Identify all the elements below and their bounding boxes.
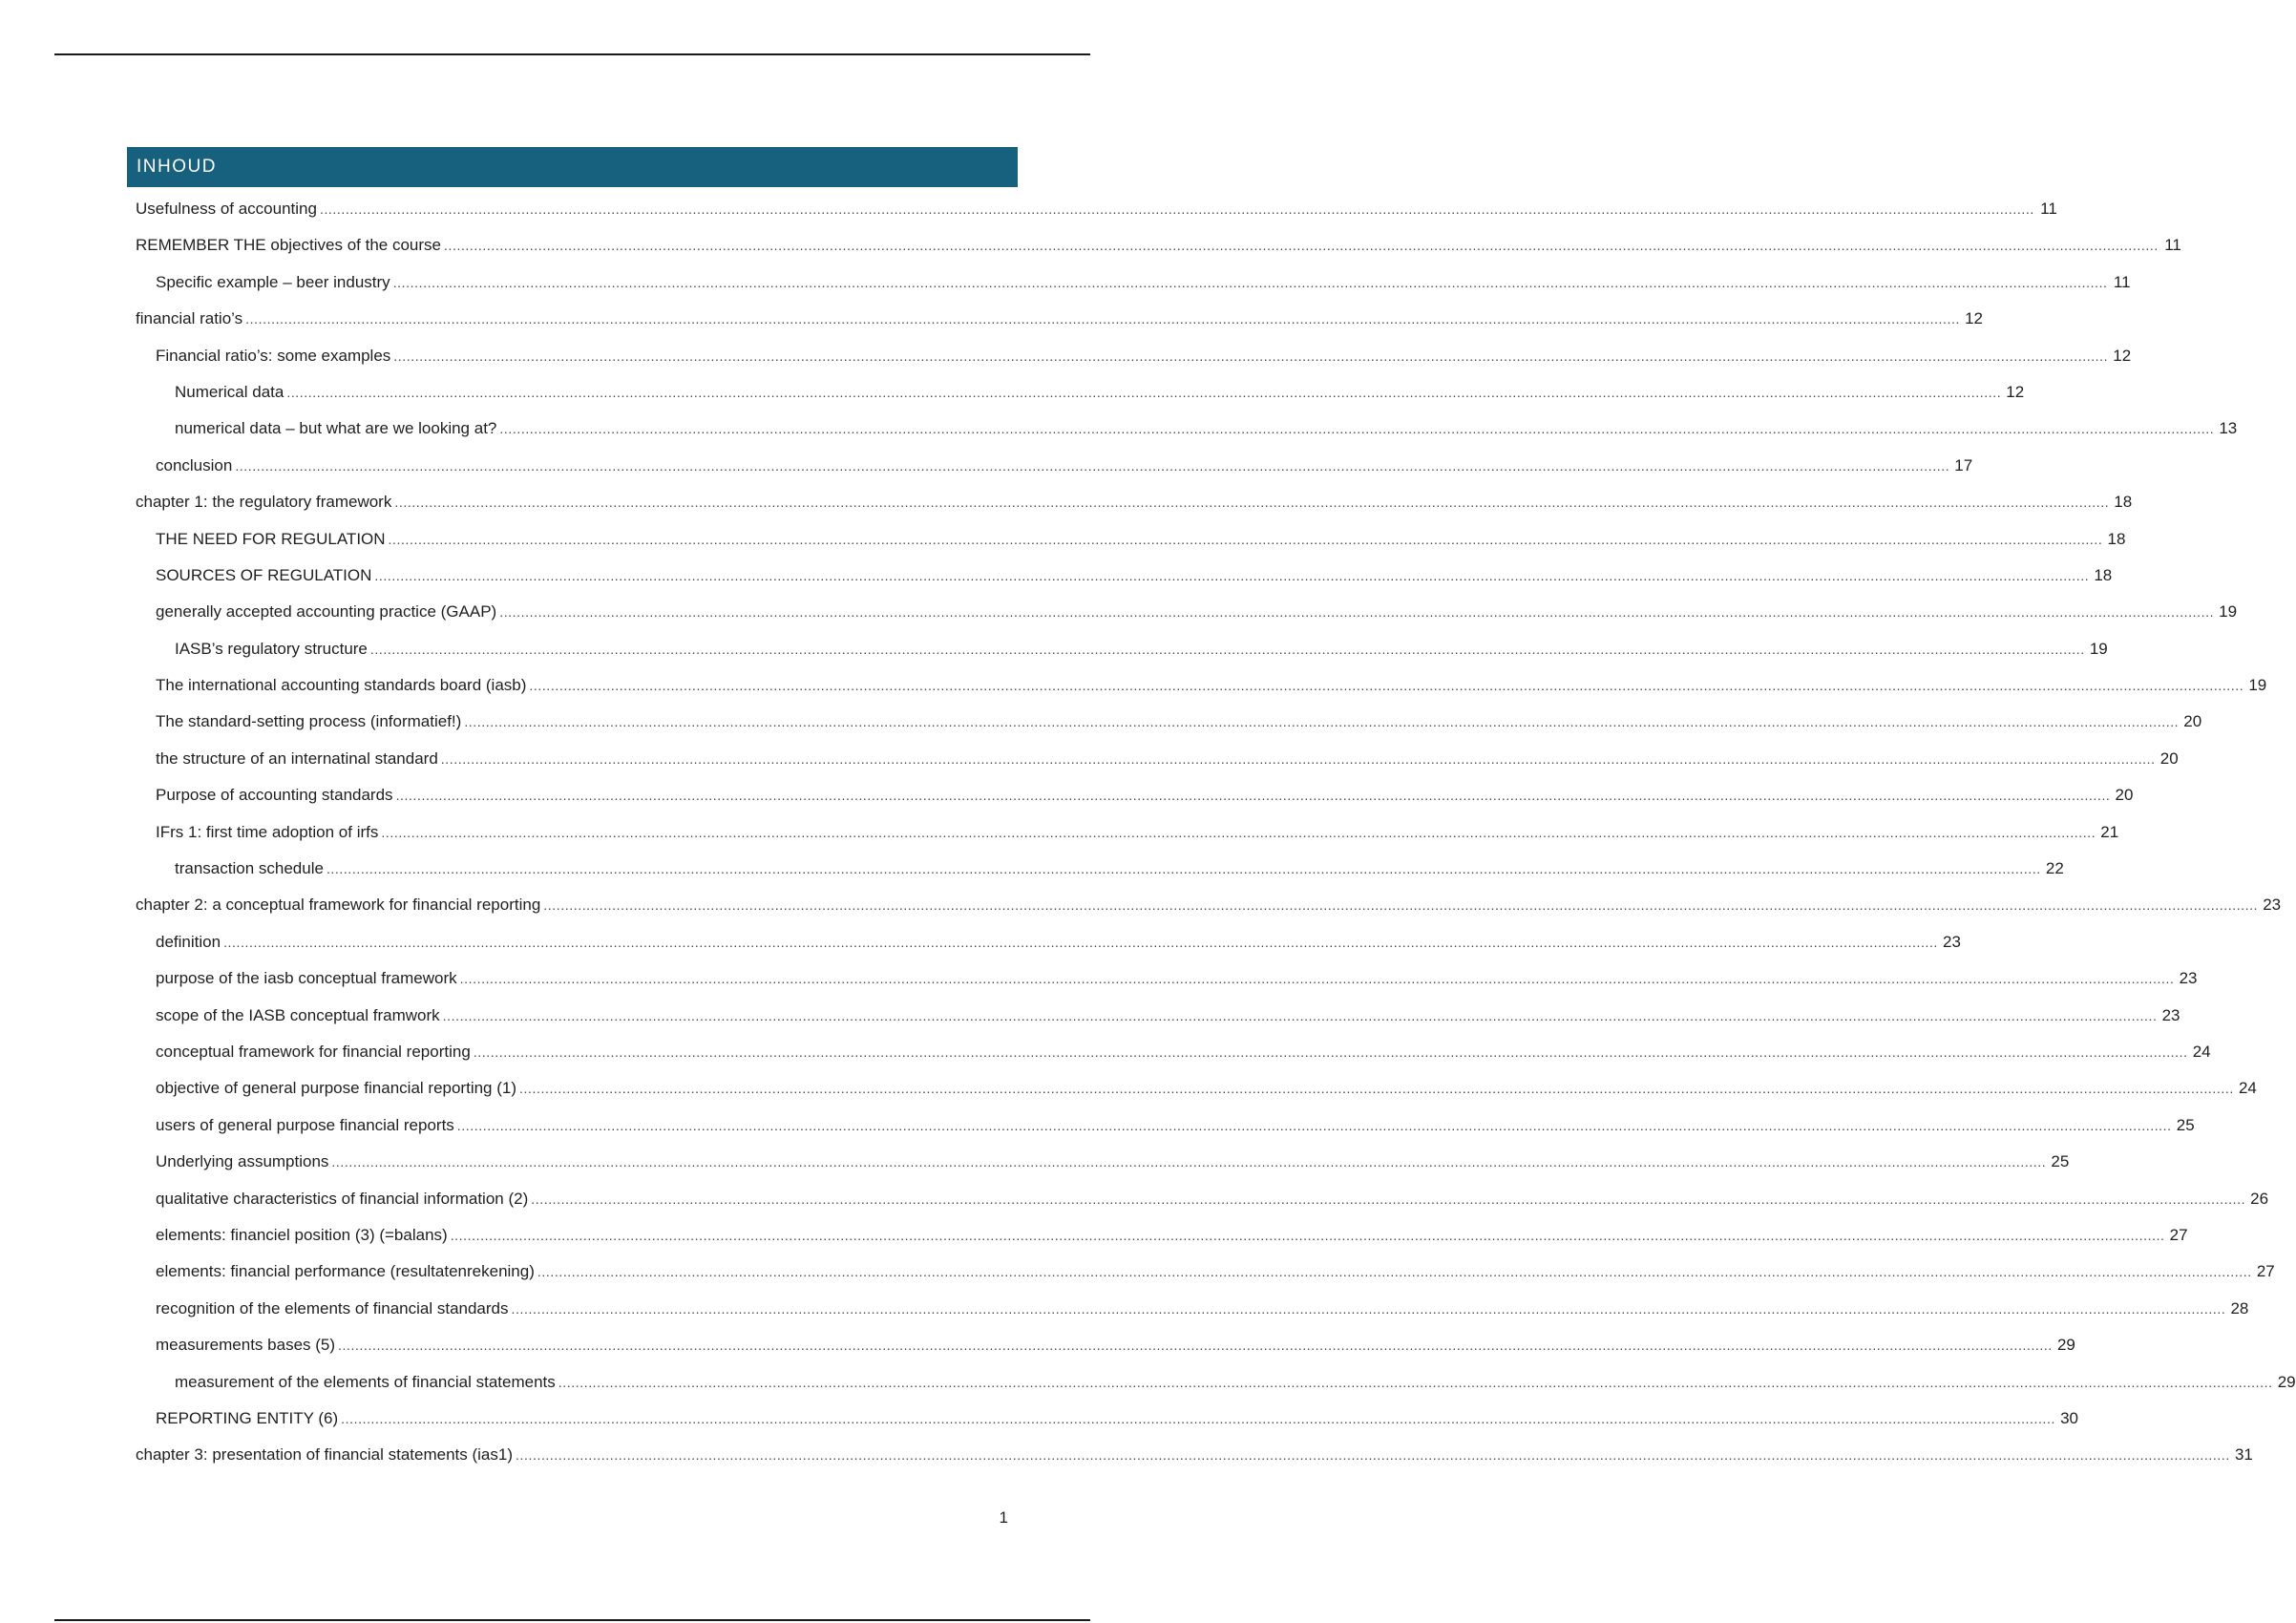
toc-entry-title: Specific example – beer industry bbox=[156, 272, 390, 291]
toc-entry[interactable] bbox=[136, 814, 2119, 851]
toc-dot-leader: ................................................................................................................................................................................................................................................................................................................................................................................................................ bbox=[511, 1300, 2226, 1317]
toc-dot-leader: ................................................................................................................................................................................................................................................................................................................................................................................................................ bbox=[516, 1447, 2230, 1464]
toc-entry-page: 19 bbox=[2248, 676, 2267, 695]
toc-entry-page: 27 bbox=[2256, 1262, 2275, 1281]
toc-entry-title: Usefulness of accounting bbox=[136, 200, 317, 218]
toc-dot-leader: ................................................................................................................................................................................................................................................................................................................................................................................................................ bbox=[519, 1081, 2234, 1097]
toc-entry-page: 21 bbox=[2100, 822, 2119, 841]
toc-entry[interactable] bbox=[136, 960, 2198, 997]
toc-entry-page: 28 bbox=[2230, 1298, 2249, 1317]
toc-entry-page: 18 bbox=[2114, 493, 2133, 512]
toc-entry-title: IFrs 1: first time adoption of irfs bbox=[156, 822, 379, 841]
toc-entry[interactable] bbox=[136, 741, 2179, 777]
toc-entry-title: chapter 2: a conceptual framework for financial reporting bbox=[136, 896, 541, 915]
toc-dot-leader: ................................................................................................................................................................................................................................................................................................................................................................................................................ bbox=[338, 1338, 2053, 1354]
toc-entry-title: scope of the IASB conceptual framwork bbox=[156, 1005, 440, 1024]
toc-entry-page: 13 bbox=[2219, 419, 2238, 438]
toc-dot-leader: ................................................................................................................................................................................................................................................................................................................................................................................................................ bbox=[456, 1117, 2172, 1133]
toc-dot-leader: ................................................................................................................................................................................................................................................................................................................................................................................................................ bbox=[442, 1007, 2158, 1023]
toc-entry-title: numerical data – but what are we looking at? bbox=[175, 419, 497, 438]
toc-entry-title: measurements bases (5) bbox=[156, 1336, 336, 1355]
toc-entry[interactable] bbox=[136, 411, 2238, 447]
toc-entry[interactable] bbox=[136, 338, 2132, 374]
toc-entry-title: definition bbox=[156, 932, 221, 951]
toc-entry-title: The standard-setting process (informatief!) bbox=[156, 712, 462, 731]
toc-entry-title: conclusion bbox=[156, 455, 233, 474]
toc-entry-page: 12 bbox=[2006, 382, 2025, 401]
toc-entry[interactable] bbox=[136, 1034, 2211, 1070]
toc-entry[interactable] bbox=[136, 484, 2133, 520]
toc-dot-leader: ................................................................................................................................................................................................................................................................................................................................................................................................................ bbox=[537, 1264, 2252, 1280]
toc-dot-leader: ................................................................................................................................................................................................................................................................................................................................................................................................................ bbox=[331, 1154, 2047, 1170]
toc-entry-page: 11 bbox=[2164, 236, 2181, 255]
toc-entry-page: 23 bbox=[2263, 896, 2282, 915]
toc-entry[interactable] bbox=[136, 374, 2025, 411]
toc-entry-title: chapter 1: the regulatory framework bbox=[136, 493, 392, 512]
toc-dot-leader: ................................................................................................................................................................................................................................................................................................................................................................................................................ bbox=[388, 531, 2103, 547]
toc-dot-leader: ................................................................................................................................................................................................................................................................................................................................................................................................................ bbox=[235, 457, 1950, 474]
toc-heading: INHOUD bbox=[127, 147, 1018, 187]
toc-entry-page: 12 bbox=[1965, 309, 1983, 328]
toc-entry[interactable] bbox=[136, 631, 2108, 667]
toc-entry[interactable] bbox=[136, 1327, 2075, 1363]
toc-dot-leader: ................................................................................................................................................................................................................................................................................................................................................................................................................ bbox=[394, 495, 2110, 511]
toc-entry-title: conceptual framework for financial reporting bbox=[156, 1042, 471, 1061]
toc-dot-leader: ................................................................................................................................................................................................................................................................................................................................................................................................................ bbox=[395, 788, 2111, 804]
toc-dot-leader: ................................................................................................................................................................................................................................................................................................................................................................................................................ bbox=[499, 421, 2215, 437]
toc-dot-leader: ................................................................................................................................................................................................................................................................................................................................................................................................................ bbox=[450, 1227, 2165, 1243]
toc-entry[interactable] bbox=[136, 448, 1973, 484]
toc-entry-page: 30 bbox=[2060, 1408, 2078, 1427]
toc-entry-title: qualitative characteristics of financial information (2) bbox=[156, 1189, 529, 1208]
toc-entry[interactable] bbox=[136, 851, 2064, 887]
toc-entry[interactable] bbox=[136, 704, 2202, 740]
toc-entry-title: Financial ratio’s: some examples bbox=[156, 346, 391, 365]
toc-entry-title: Underlying assumptions bbox=[156, 1152, 329, 1171]
toc-entry-page: 19 bbox=[2089, 639, 2108, 658]
toc-entry-title: The international accounting standards board (iasb) bbox=[156, 676, 527, 695]
toc-entry-page: 25 bbox=[2051, 1152, 2070, 1171]
toc-entry-title: chapter 3: presentation of financial statements (ias1) bbox=[136, 1445, 513, 1465]
toc-entry-page: 20 bbox=[2115, 786, 2134, 805]
toc-dot-leader: ................................................................................................................................................................................................................................................................................................................................................................................................................ bbox=[392, 274, 2108, 290]
toc-entry[interactable] bbox=[136, 264, 2131, 301]
toc-entry-page: 25 bbox=[2176, 1115, 2195, 1134]
toc-entry-page: 19 bbox=[2219, 602, 2238, 622]
toc-dot-leader: ................................................................................................................................................................................................................................................................................................................................................................................................................ bbox=[374, 567, 2090, 583]
toc-entry-title: elements: financial performance (resultatenrekening) bbox=[156, 1262, 535, 1281]
toc-entry-title: transaction schedule bbox=[175, 859, 324, 878]
toc-entry-title: IASB’s regulatory structure bbox=[175, 639, 368, 658]
toc-entry[interactable] bbox=[136, 1070, 2257, 1107]
toc-entry[interactable] bbox=[136, 1291, 2249, 1327]
toc-entry[interactable] bbox=[136, 1437, 2253, 1473]
toc-entry[interactable] bbox=[136, 1181, 2269, 1217]
toc-dot-leader: ................................................................................................................................................................................................................................................................................................................................................................................................................ bbox=[369, 641, 2085, 657]
toc-entry[interactable] bbox=[136, 301, 1983, 337]
toc-dot-leader: ................................................................................................................................................................................................................................................................................................................................................................................................................ bbox=[464, 714, 2180, 730]
toc-dot-leader: ................................................................................................................................................................................................................................................................................................................................................................................................................ bbox=[531, 1191, 2246, 1207]
toc-entry-page: 18 bbox=[2107, 529, 2126, 548]
toc-entry[interactable] bbox=[136, 1217, 2188, 1254]
toc-entry[interactable] bbox=[136, 924, 1961, 960]
toc-entry[interactable] bbox=[136, 521, 2126, 558]
toc-dot-leader: ................................................................................................................................................................................................................................................................................................................................................................................................................ bbox=[319, 201, 2034, 217]
toc-entry-page: 31 bbox=[2234, 1445, 2253, 1465]
toc-entry[interactable] bbox=[136, 887, 2282, 923]
toc-entry[interactable] bbox=[136, 667, 2267, 704]
toc-entry[interactable] bbox=[136, 594, 2238, 630]
toc-entry-page: 22 bbox=[2045, 859, 2064, 878]
header-rule bbox=[54, 53, 1090, 55]
toc-entry[interactable] bbox=[136, 1254, 2275, 1290]
toc-entry[interactable] bbox=[136, 1364, 2296, 1401]
toc-entry-page: 23 bbox=[1943, 932, 1961, 951]
toc-dot-leader: ................................................................................................................................................................................................................................................................................................................................................................................................................ bbox=[393, 348, 2109, 364]
toc-dot-leader: ................................................................................................................................................................................................................................................................................................................................................................................................................ bbox=[499, 604, 2215, 621]
toc-entry-title: measurement of the elements of financial statements bbox=[175, 1372, 556, 1391]
toc-entry[interactable] bbox=[136, 1144, 2070, 1180]
toc-entry-page: 23 bbox=[2179, 969, 2198, 988]
toc-entry-title: objective of general purpose financial reporting (1) bbox=[156, 1079, 517, 1098]
toc-entry-title: SOURCES OF REGULATION bbox=[156, 565, 372, 584]
toc-entry-title: financial ratio’s bbox=[136, 309, 243, 328]
toc-entry-page: 20 bbox=[2183, 712, 2202, 731]
toc-entry-page: 24 bbox=[2238, 1079, 2257, 1098]
toc-dot-leader: ................................................................................................................................................................................................................................................................................................................................................................................................................ bbox=[381, 824, 2096, 840]
toc-entry[interactable] bbox=[136, 191, 2057, 227]
toc-entry-page: 29 bbox=[2056, 1336, 2075, 1355]
toc-entry-page: 11 bbox=[2113, 272, 2131, 291]
toc-dot-leader: ................................................................................................................................................................................................................................................................................................................................................................................................................ bbox=[529, 678, 2244, 694]
toc-entry-title: users of general purpose financial reports bbox=[156, 1115, 454, 1134]
toc-dot-leader: ................................................................................................................................................................................................................................................................................................................................................................................................................ bbox=[245, 311, 1960, 327]
toc-entry-title: REPORTING ENTITY (6) bbox=[156, 1408, 339, 1427]
toc-entry-title: recognition of the elements of financial standards bbox=[156, 1298, 509, 1317]
toc-dot-leader: ................................................................................................................................................................................................................................................................................................................................................................................................................ bbox=[473, 1043, 2188, 1060]
toc-entry[interactable] bbox=[136, 227, 2181, 263]
toc-entry-title: purpose of the iasb conceptual framework bbox=[156, 969, 457, 988]
toc-entry-page: 18 bbox=[2094, 565, 2113, 584]
footer-rule bbox=[54, 1619, 1090, 1621]
toc-entry-title: generally accepted accounting practice (GAAP) bbox=[156, 602, 497, 622]
toc-entry-page: 29 bbox=[2277, 1372, 2296, 1391]
toc-entry-title: REMEMBER THE objectives of the course bbox=[136, 236, 441, 255]
toc-entry[interactable] bbox=[136, 558, 2113, 594]
toc-entry-title: the structure of an internatinal standard bbox=[156, 748, 438, 768]
toc-entry-page: 20 bbox=[2159, 748, 2179, 768]
toc-entry-title: Purpose of accounting standards bbox=[156, 786, 393, 805]
toc-dot-leader: ................................................................................................................................................................................................................................................................................................................................................................................................................ bbox=[286, 384, 2002, 400]
toc-entry-page: 17 bbox=[1954, 455, 1973, 474]
toc-entry[interactable] bbox=[136, 998, 2180, 1034]
toc-dot-leader: ................................................................................................................................................................................................................................................................................................................................................................................................................ bbox=[326, 861, 2041, 877]
toc-entry-page: 12 bbox=[2113, 346, 2132, 365]
toc-entry-page: 26 bbox=[2250, 1189, 2269, 1208]
toc-entry-title: THE NEED FOR REGULATION bbox=[156, 529, 386, 548]
toc-dot-leader: ................................................................................................................................................................................................................................................................................................................................................................................................................ bbox=[341, 1410, 2055, 1426]
toc-dot-leader: ................................................................................................................................................................................................................................................................................................................................................................................................................ bbox=[558, 1374, 2273, 1390]
page-number: 1 bbox=[999, 1508, 1008, 1527]
toc-dot-leader: ................................................................................................................................................................................................................................................................................................................................................................................................................ bbox=[223, 934, 1938, 950]
toc-dot-leader: ................................................................................................................................................................................................................................................................................................................................................................................................................ bbox=[543, 897, 2259, 914]
toc-dot-leader: ................................................................................................................................................................................................................................................................................................................................................................................................................ bbox=[459, 971, 2175, 987]
toc-entry[interactable] bbox=[136, 777, 2134, 813]
toc-entry[interactable] bbox=[136, 1401, 2078, 1437]
table-of-contents bbox=[136, 191, 2296, 1474]
toc-entry[interactable] bbox=[136, 1107, 2195, 1144]
toc-entry-page: 24 bbox=[2192, 1042, 2211, 1061]
toc-dot-leader: ................................................................................................................................................................................................................................................................................................................................................................................................................ bbox=[440, 750, 2156, 767]
toc-dot-leader: ................................................................................................................................................................................................................................................................................................................................................................................................................ bbox=[443, 238, 2159, 254]
toc-entry-page: 11 bbox=[2040, 200, 2057, 218]
toc-entry-page: 23 bbox=[2161, 1005, 2180, 1024]
toc-entry-title: elements: financiel position (3) (=balans) bbox=[156, 1225, 448, 1244]
toc-entry-page: 27 bbox=[2169, 1225, 2188, 1244]
toc-entry-title: Numerical data bbox=[175, 382, 284, 401]
